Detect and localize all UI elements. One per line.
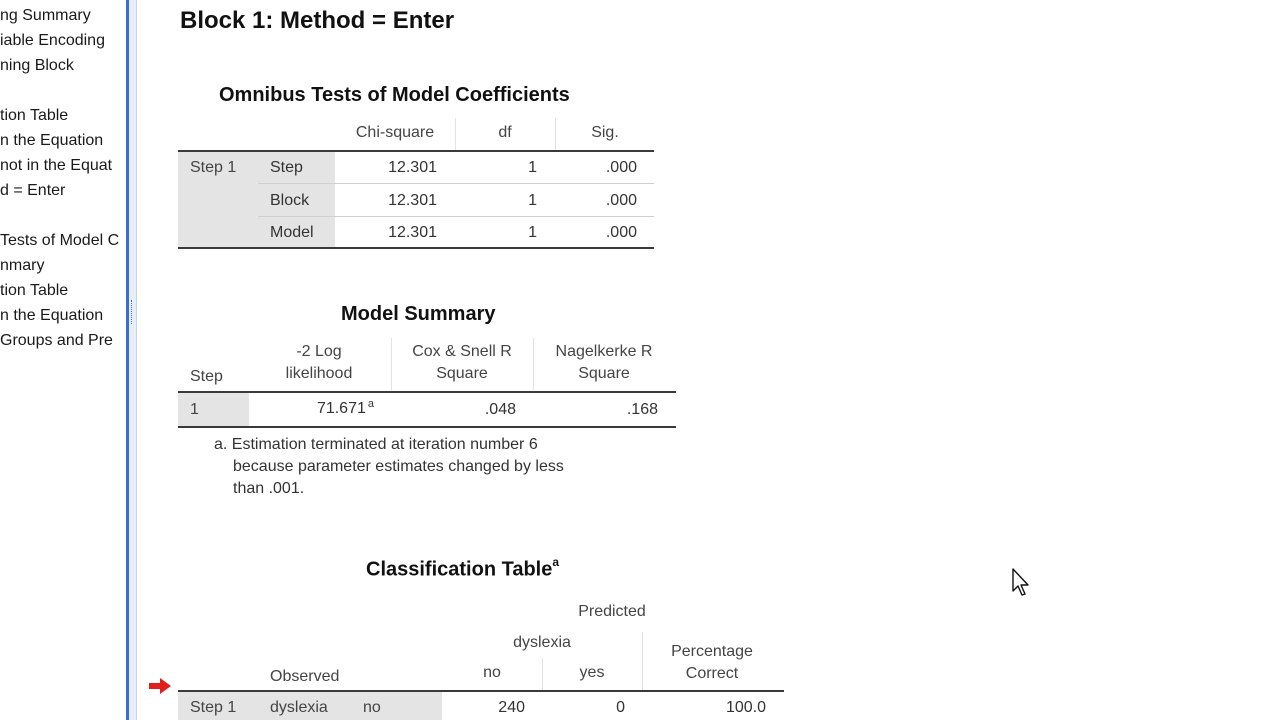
table-cell: 12.301 — [388, 159, 437, 176]
column-header: yes — [579, 664, 605, 681]
outline-item[interactable]: tion Table — [0, 282, 69, 299]
outline-item[interactable]: iable Encoding — [0, 32, 105, 49]
column-header: Step — [190, 368, 223, 385]
column-header: Chi-square — [355, 124, 435, 141]
row-header-shade — [178, 392, 249, 426]
table-cell: .000 — [605, 192, 637, 209]
column-header: Correct — [685, 665, 739, 682]
table-rule — [178, 247, 654, 249]
table-cell: .168 — [626, 401, 658, 418]
table-cell: 12.301 — [388, 224, 437, 241]
grid-line — [642, 632, 643, 690]
column-header: Percentage — [671, 643, 753, 660]
splitter-grip-icon[interactable] — [131, 300, 135, 324]
grid-line — [555, 118, 556, 150]
row-label: Block — [270, 192, 310, 209]
omnibus-title: Omnibus Tests of Model Coefficients — [219, 84, 570, 106]
outline-item[interactable]: tion Table — [0, 107, 69, 124]
row-group-label: Step 1 — [190, 699, 237, 716]
row-label: Model — [270, 224, 314, 241]
footnote-line: than .001. — [233, 480, 305, 497]
table-cell — [249, 400, 374, 418]
column-header: -2 Log — [296, 343, 342, 360]
table-cell: .000 — [605, 224, 637, 241]
outline-item[interactable]: Tests of Model C — [0, 232, 120, 249]
grid-line — [542, 658, 543, 690]
table-cell: 1 — [528, 224, 537, 241]
column-header: Predicted — [578, 603, 646, 620]
outline-item[interactable]: ning Block — [0, 57, 74, 74]
table-rule — [178, 426, 676, 428]
outline-item[interactable]: n the Equation — [0, 307, 104, 324]
footnote-line: a. Estimation terminated at iteration number 6 — [214, 436, 538, 453]
classification-title — [366, 557, 559, 582]
column-header: Nagelkerke R — [555, 343, 653, 360]
table-cell: 240 — [498, 699, 525, 716]
table-rule — [178, 690, 784, 692]
table-cell: .048 — [484, 401, 516, 418]
column-header: Square — [436, 365, 488, 382]
table-cell: 100.0 — [725, 699, 766, 716]
mouse-cursor-icon — [1012, 568, 1034, 598]
column-header: Sig. — [591, 124, 619, 141]
outline-item[interactable]: d = Enter — [0, 182, 66, 199]
footnote-marker: a — [552, 555, 560, 569]
table-rule — [178, 391, 676, 393]
footnote-marker: a — [367, 398, 374, 410]
column-header: df — [498, 124, 512, 141]
selected-item-arrow-icon — [149, 678, 171, 694]
outline-item[interactable]: n the Equation — [0, 132, 104, 149]
outline-pane — [0, 0, 126, 720]
column-header: dyslexia — [513, 634, 571, 651]
grid-line — [391, 338, 392, 390]
row-label: Step — [270, 159, 303, 176]
table-cell: 0 — [616, 699, 625, 716]
outline-item[interactable]: not in the Equat — [0, 157, 113, 174]
grid-line — [533, 338, 534, 390]
column-header: Observed — [270, 668, 340, 685]
model-summary-title: Model Summary — [341, 303, 496, 325]
footnote-line: because parameter estimates changed by less — [233, 458, 564, 475]
row-group-label: Step 1 — [190, 159, 237, 176]
outline-item[interactable]: nmary — [0, 257, 45, 274]
grid-line — [455, 118, 456, 150]
table-cell: 12.301 — [388, 192, 437, 209]
table-cell: .000 — [605, 159, 637, 176]
pane-splitter[interactable] — [126, 0, 137, 720]
classification-title-text: Classification Table — [366, 558, 553, 581]
column-header: no — [483, 664, 501, 681]
outline-item[interactable]: ng Summary — [0, 7, 91, 24]
outline-item[interactable]: Groups and Pre — [0, 332, 113, 349]
column-header: Square — [578, 365, 630, 382]
row-label: dyslexia — [270, 699, 328, 716]
table-rule — [258, 183, 654, 184]
table-rule — [258, 216, 654, 217]
table-cell: 1 — [528, 159, 537, 176]
loglik-value: 71.671 — [316, 400, 366, 417]
block-heading: Block 1: Method = Enter — [180, 7, 455, 34]
column-header: likelihood — [285, 365, 353, 382]
table-rule — [178, 150, 654, 152]
row-label: 1 — [190, 401, 199, 418]
row-label: no — [363, 699, 381, 716]
column-header: Cox & Snell R — [412, 343, 512, 360]
output-viewer — [137, 0, 1280, 720]
table-cell: 1 — [528, 192, 537, 209]
